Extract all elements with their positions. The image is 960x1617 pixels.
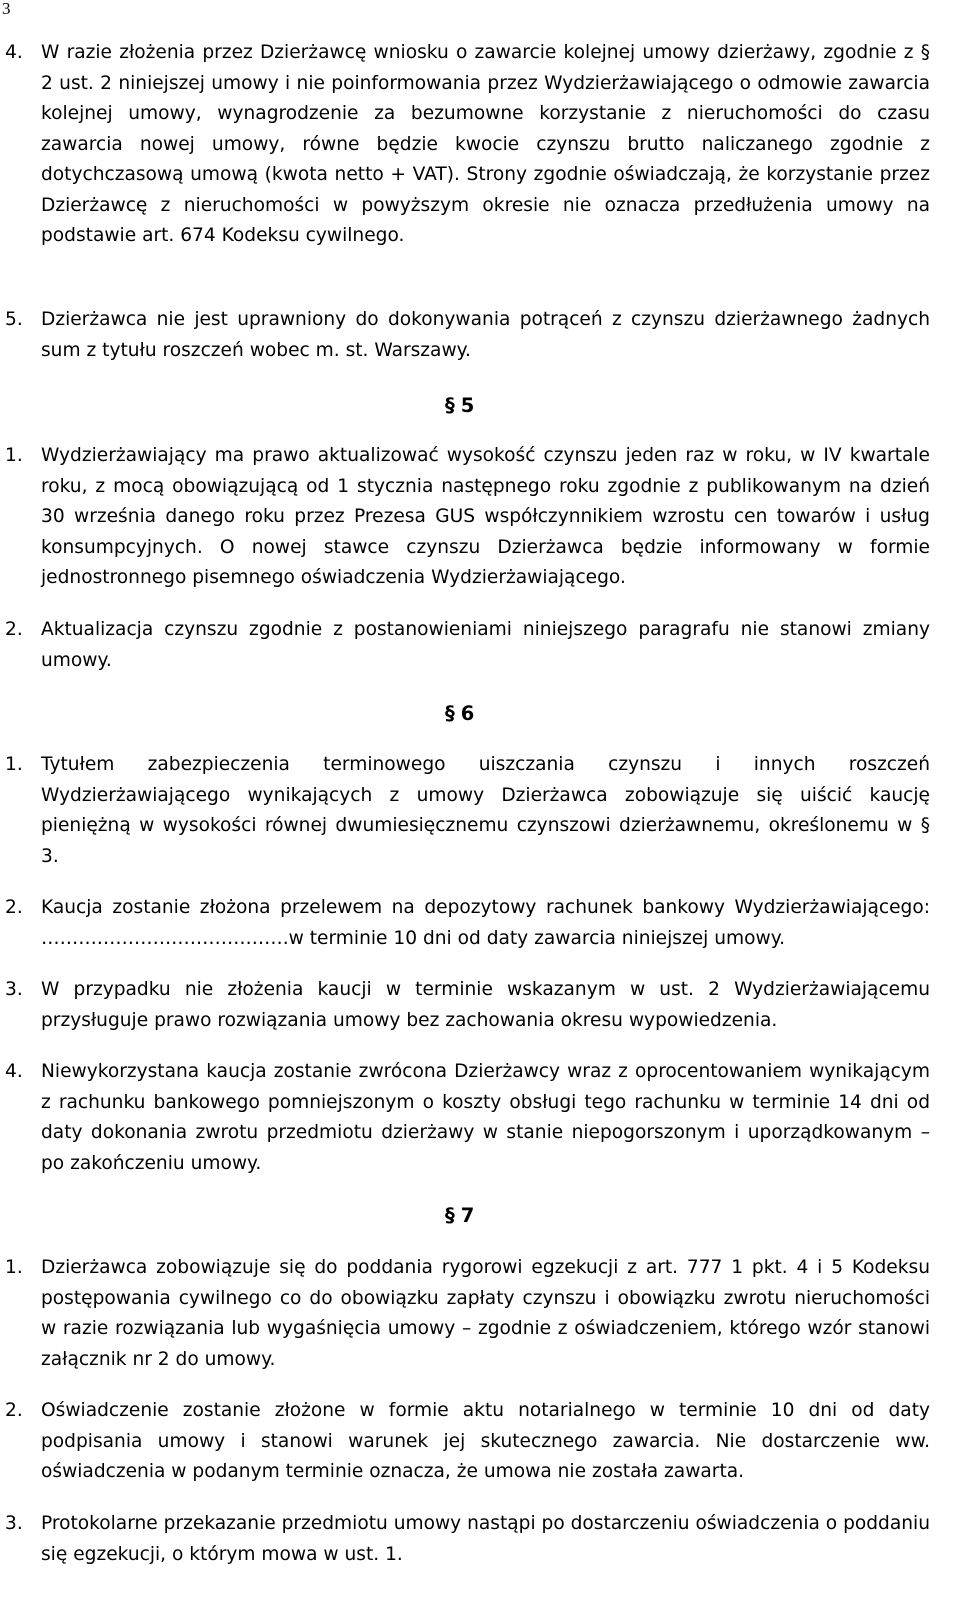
section-number: 6 [460, 702, 475, 725]
section-heading-6 [445, 701, 505, 727]
paragraph-text: W przypadku nie złożenia kaucji w terminie wskazanym w ust. 2 Wydzierżawiającemu przysługuje prawo rozwiązania umowy bez zachowania okresu wypowiedzenia. [41, 979, 930, 1031]
paragraph-6-1 [0, 750, 930, 872]
paragraph-number: 2. [5, 897, 23, 918]
paragraph-number: 1. [5, 445, 23, 466]
paragraph-4-5 [0, 305, 930, 366]
section-symbol: § [445, 394, 455, 417]
section-symbol: § [445, 702, 455, 725]
paragraph-number: 4. [5, 42, 23, 63]
paragraph-number: 2. [5, 1400, 23, 1421]
paragraph-number: 3. [5, 1513, 23, 1534]
paragraph-6-4 [0, 1057, 930, 1179]
paragraph-text: Kaucja zostanie złożona przelewem na depozytowy rachunek bankowy Wydzierżawiającego: ………………………………….w terminie 10 dni od daty zawarcia niniejszej umowy. [41, 897, 930, 949]
paragraph-6-2 [0, 893, 930, 954]
paragraph-number: 2. [5, 619, 23, 640]
paragraph-number: 5. [5, 309, 23, 330]
paragraph-7-1 [0, 1253, 930, 1375]
paragraph-7-3 [0, 1509, 930, 1570]
section-number: 7 [460, 1204, 475, 1227]
paragraph-text: Wydzierżawiający ma prawo aktualizować wysokość czynszu jeden raz w roku, w IV kwartale roku, z mocą obowiązującą od 1 stycznia następnego roku zgodnie z publikowanym na dzień 30 września danego roku przez Prezesa GUS współczynnikiem wzrostu cen towarów i usług konsumpcyjnych. O nowej stawce czynszu Dzierżawca będzie informowany w formie jednostronnego pisemnego oświadczenia Wydzierżawiającego. [41, 445, 930, 588]
paragraph-5-2 [0, 615, 930, 676]
paragraph-text: Aktualizacja czynszu zgodnie z postanowieniami niniejszego paragrafu nie stanowi zmiany umowy. [41, 619, 930, 671]
paragraph-number: 4. [5, 1061, 23, 1082]
paragraph-text: Dzierżawca zobowiązuje się do poddania rygorowi egzekucji z art. 777 1 pkt. 4 i 5 Kodeksu postępowania cywilnego co do obowiązku zapłaty czynszu i obowiązku zwrotu nieruchomości w razie rozwiązania lub wygaśnięcia umowy – zgodnie z oświadczeniem, którego wzór stanowi załącznik nr 2 do umowy. [41, 1257, 930, 1370]
section-heading-5 [445, 393, 505, 419]
section-heading-7 [445, 1203, 505, 1229]
paragraph-text: Protokolarne przekazanie przedmiotu umowy nastąpi po dostarczeniu oświadczenia o poddaniu się egzekucji, o którym mowa w ust. 1. [41, 1513, 930, 1565]
paragraph-text: W razie złożenia przez Dzierżawcę wniosku o zawarcie kolejnej umowy dzierżawy, zgodnie z § 2 ust. 2 niniejszej umowy i nie poinformowania przez Wydzierżawiającego o odmowie zawarcia kolejnej umowy, wynagrodzenie za bezumowne korzystanie z nieruchomości do czasu zawarcia nowej umowy, równe będzie kwocie czynszu brutto naliczanego zgodnie z dotychczasową umową (kwota netto + VAT). Strony zgodnie oświadczają, że korzystanie przez Dzierżawcę z nieruchomości w powyższym okresie nie oznacza przedłużenia umowy na podstawie art. 674 Kodeksu cywilnego. [41, 42, 930, 246]
paragraph-text: Dzierżawca nie jest uprawniony do dokonywania potrąceń z czynszu dzierżawnego żadnych sum z tytułu roszczeń wobec m. st. Warszawy. [41, 309, 930, 361]
paragraph-5-1 [0, 441, 930, 594]
paragraph-number: 1. [5, 1257, 23, 1278]
paragraph-6-3 [0, 975, 930, 1036]
paragraph-text: Tytułem zabezpieczenia terminowego uiszczania czynszu i innych roszczeń Wydzierżawiającego wynikających z umowy Dzierżawca zobowiązuje się uiścić kaucję pieniężną w wysokości równej dwumiesięcznemu czynszowi dzierżawnemu, określonemu w § 3. [41, 754, 930, 867]
paragraph-4-4 [0, 38, 930, 252]
paragraph-number: 3. [5, 979, 23, 1000]
paragraph-number: 1. [5, 754, 23, 775]
paragraph-7-2 [0, 1396, 930, 1488]
section-number: 5 [460, 394, 475, 417]
page-number: 3 [2, 0, 11, 18]
section-symbol: § [445, 1204, 455, 1227]
paragraph-text: Niewykorzystana kaucja zostanie zwrócona Dzierżawcy wraz z oprocentowaniem wynikającym z rachunku bankowego pomniejszonym o koszty obsługi tego rachunku w terminie 14 dni od daty dokonania zwrotu przedmiotu dzierżawy w stanie niepogorszonym i uporządkowanym – po zakończeniu umowy. [41, 1061, 930, 1174]
paragraph-text: Oświadczenie zostanie złożone w formie aktu notarialnego w terminie 10 dni od daty podpisania umowy i stanowi warunek jej skutecznego zawarcia. Nie dostarczenie ww. oświadczenia w podanym terminie oznacza, że umowa nie została zawarta. [41, 1400, 930, 1482]
